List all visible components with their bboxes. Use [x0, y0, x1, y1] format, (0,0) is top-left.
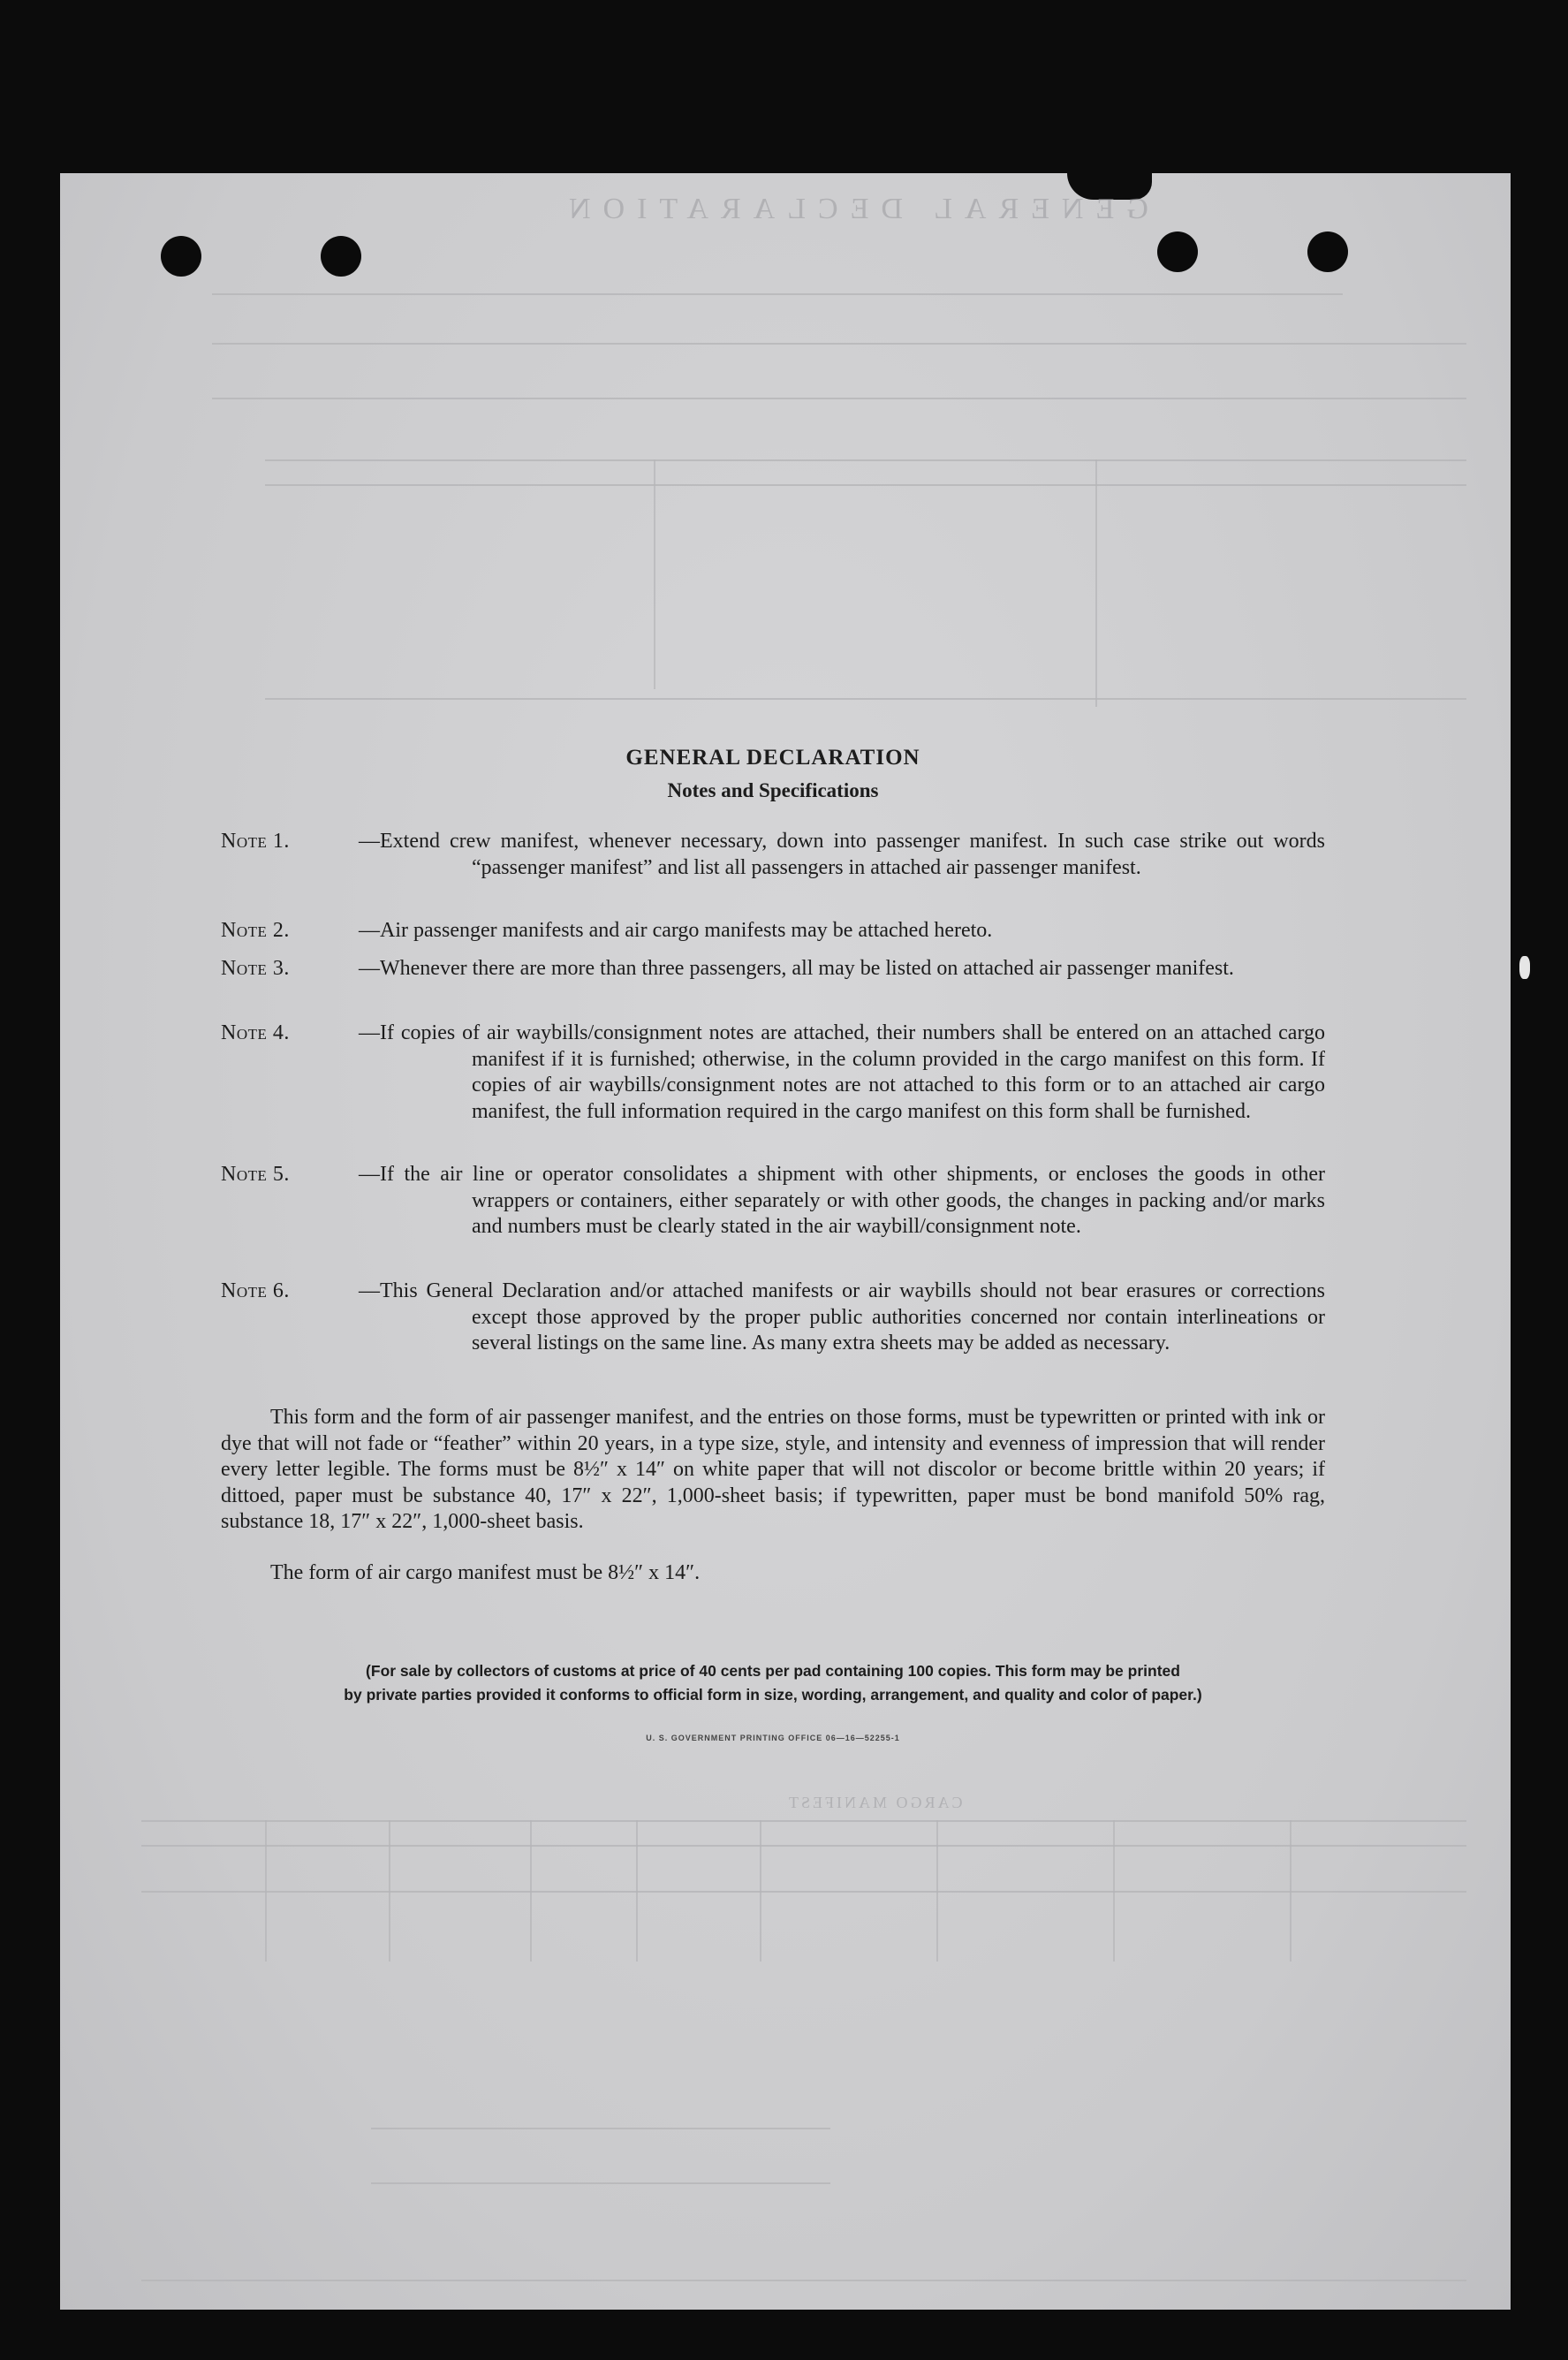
printer-imprint: U. S. GOVERNMENT PRINTING OFFICE 06—16—52255-1 [646, 1734, 900, 1742]
bleed-through-line [265, 484, 1466, 486]
bleed-through-col [530, 1820, 532, 1962]
punch-hole-right-1 [1157, 231, 1198, 272]
bleed-through-line [371, 2182, 830, 2184]
cargo-manifest-size: The form of air cargo manifest must be 8½″ x 14″. [270, 1561, 701, 1584]
bleed-through-line [141, 2280, 1466, 2281]
edge-mark [1519, 956, 1530, 979]
sale-notice-line-2: by private parties provided it conforms to official form in size, wording, arrangement, and quality and color of paper.) [344, 1686, 1202, 1704]
note-label: Note 6. [221, 1279, 290, 1302]
note-text: —If copies of air waybills/consignment notes are attached, their numbers shall be entered on an attached cargo manifest if it is furnished; otherwise, in the column provided in the cargo manifest on this form. If copies of air waybills/consignment notes are not attached to this form or to an attached air cargo manifest, the full information required in the cargo manifest on this form shall be furnished. [359, 1021, 1325, 1123]
page-subtitle: Notes and Specifications [667, 779, 879, 801]
note-label: Note 1. [221, 830, 290, 853]
bleed-through-col [654, 459, 655, 689]
note-label: Note 3. [221, 957, 290, 980]
note-text: —Whenever there are more than three passengers, all may be listed on attached air passenger manifest. [359, 957, 1234, 980]
punch-hole-left-2 [321, 236, 361, 277]
note-2 [221, 918, 1325, 945]
bleed-through-cargo-heading: CARGO MANIFEST [786, 1794, 963, 1811]
note-text: —Air passenger manifests and air cargo manifests may be attached hereto. [359, 919, 993, 942]
note-text: —Extend crew manifest, whenever necessary, down into passenger manifest. In such case strike out words “passenger manifest” and list all passengers in attached air passenger manifest. [359, 830, 1325, 879]
bleed-through-col [760, 1820, 761, 1962]
note-1 [221, 829, 1325, 881]
punch-hole-left-1 [161, 236, 201, 277]
bleed-through-col [636, 1820, 638, 1962]
page-title: GENERAL DECLARATION [625, 746, 920, 770]
note-text: —This General Declaration and/or attached manifests or air waybills should not bear erasures or corrections except those approved by the proper public authorities concerned nor contain interlineations or several listings on the same line. As many extra sheets may be added as necessary. [359, 1279, 1325, 1355]
note-text: —If the air line or operator consolidates a shipment with other shipments, or encloses the goods in other wrappers or containers, either separately or with other goods, the changes in packing and/or marks and numbers must be clearly stated in the air waybill/consignment note. [359, 1163, 1325, 1238]
bleed-through-line [371, 2128, 830, 2129]
bleed-through-col [936, 1820, 938, 1962]
note-5 [221, 1162, 1325, 1241]
bleed-through-col [1113, 1820, 1115, 1962]
note-4 [221, 1021, 1325, 1125]
bleed-through-line [141, 1820, 1466, 1822]
paper-specifications: This form and the form of air passenger manifest, and the entries on those forms, must be typewritten or printed with ink or dye that will not fade or “feather” within 20 years, in a type size, style, and intensity and evenness of impression that will render every letter legible. The forms must be 8½″ x 14″ on white paper that will not discolor or become brittle within 20 years; if dittoed, paper must be substance 40, 17″ x 22″, 1,000-sheet basis; if typewritten, paper must be bond manifold 50% rag, substance 18, 17″ x 22″, 1,000-sheet basis. [221, 1406, 1325, 1533]
note-label: Note 5. [221, 1163, 290, 1186]
bleed-through-col [389, 1820, 390, 1962]
bleed-through-col [265, 1820, 267, 1962]
bleed-through-col [1290, 1820, 1292, 1962]
sale-notice-line-1: (For sale by collectors of customs at price of 40 cents per pad containing 100 copies. This form may be printed [366, 1662, 1180, 1680]
bleed-through-line [265, 459, 1466, 461]
bleed-through-line [265, 698, 1466, 700]
bleed-through-line [141, 1891, 1466, 1893]
bleed-through-title: GENERAL DECLARATION [557, 193, 1148, 225]
note-label: Note 4. [221, 1021, 290, 1044]
punch-hole-right-2 [1307, 231, 1348, 272]
bleed-through-line [212, 398, 1466, 399]
note-label: Note 2. [221, 919, 290, 942]
note-6 [221, 1279, 1325, 1357]
document-sheet [60, 173, 1511, 2310]
bleed-through-line [212, 293, 1343, 295]
bleed-through-col [1095, 459, 1097, 707]
bleed-through-line [141, 1845, 1466, 1847]
bleed-through-line [212, 343, 1466, 345]
note-3 [221, 956, 1325, 983]
